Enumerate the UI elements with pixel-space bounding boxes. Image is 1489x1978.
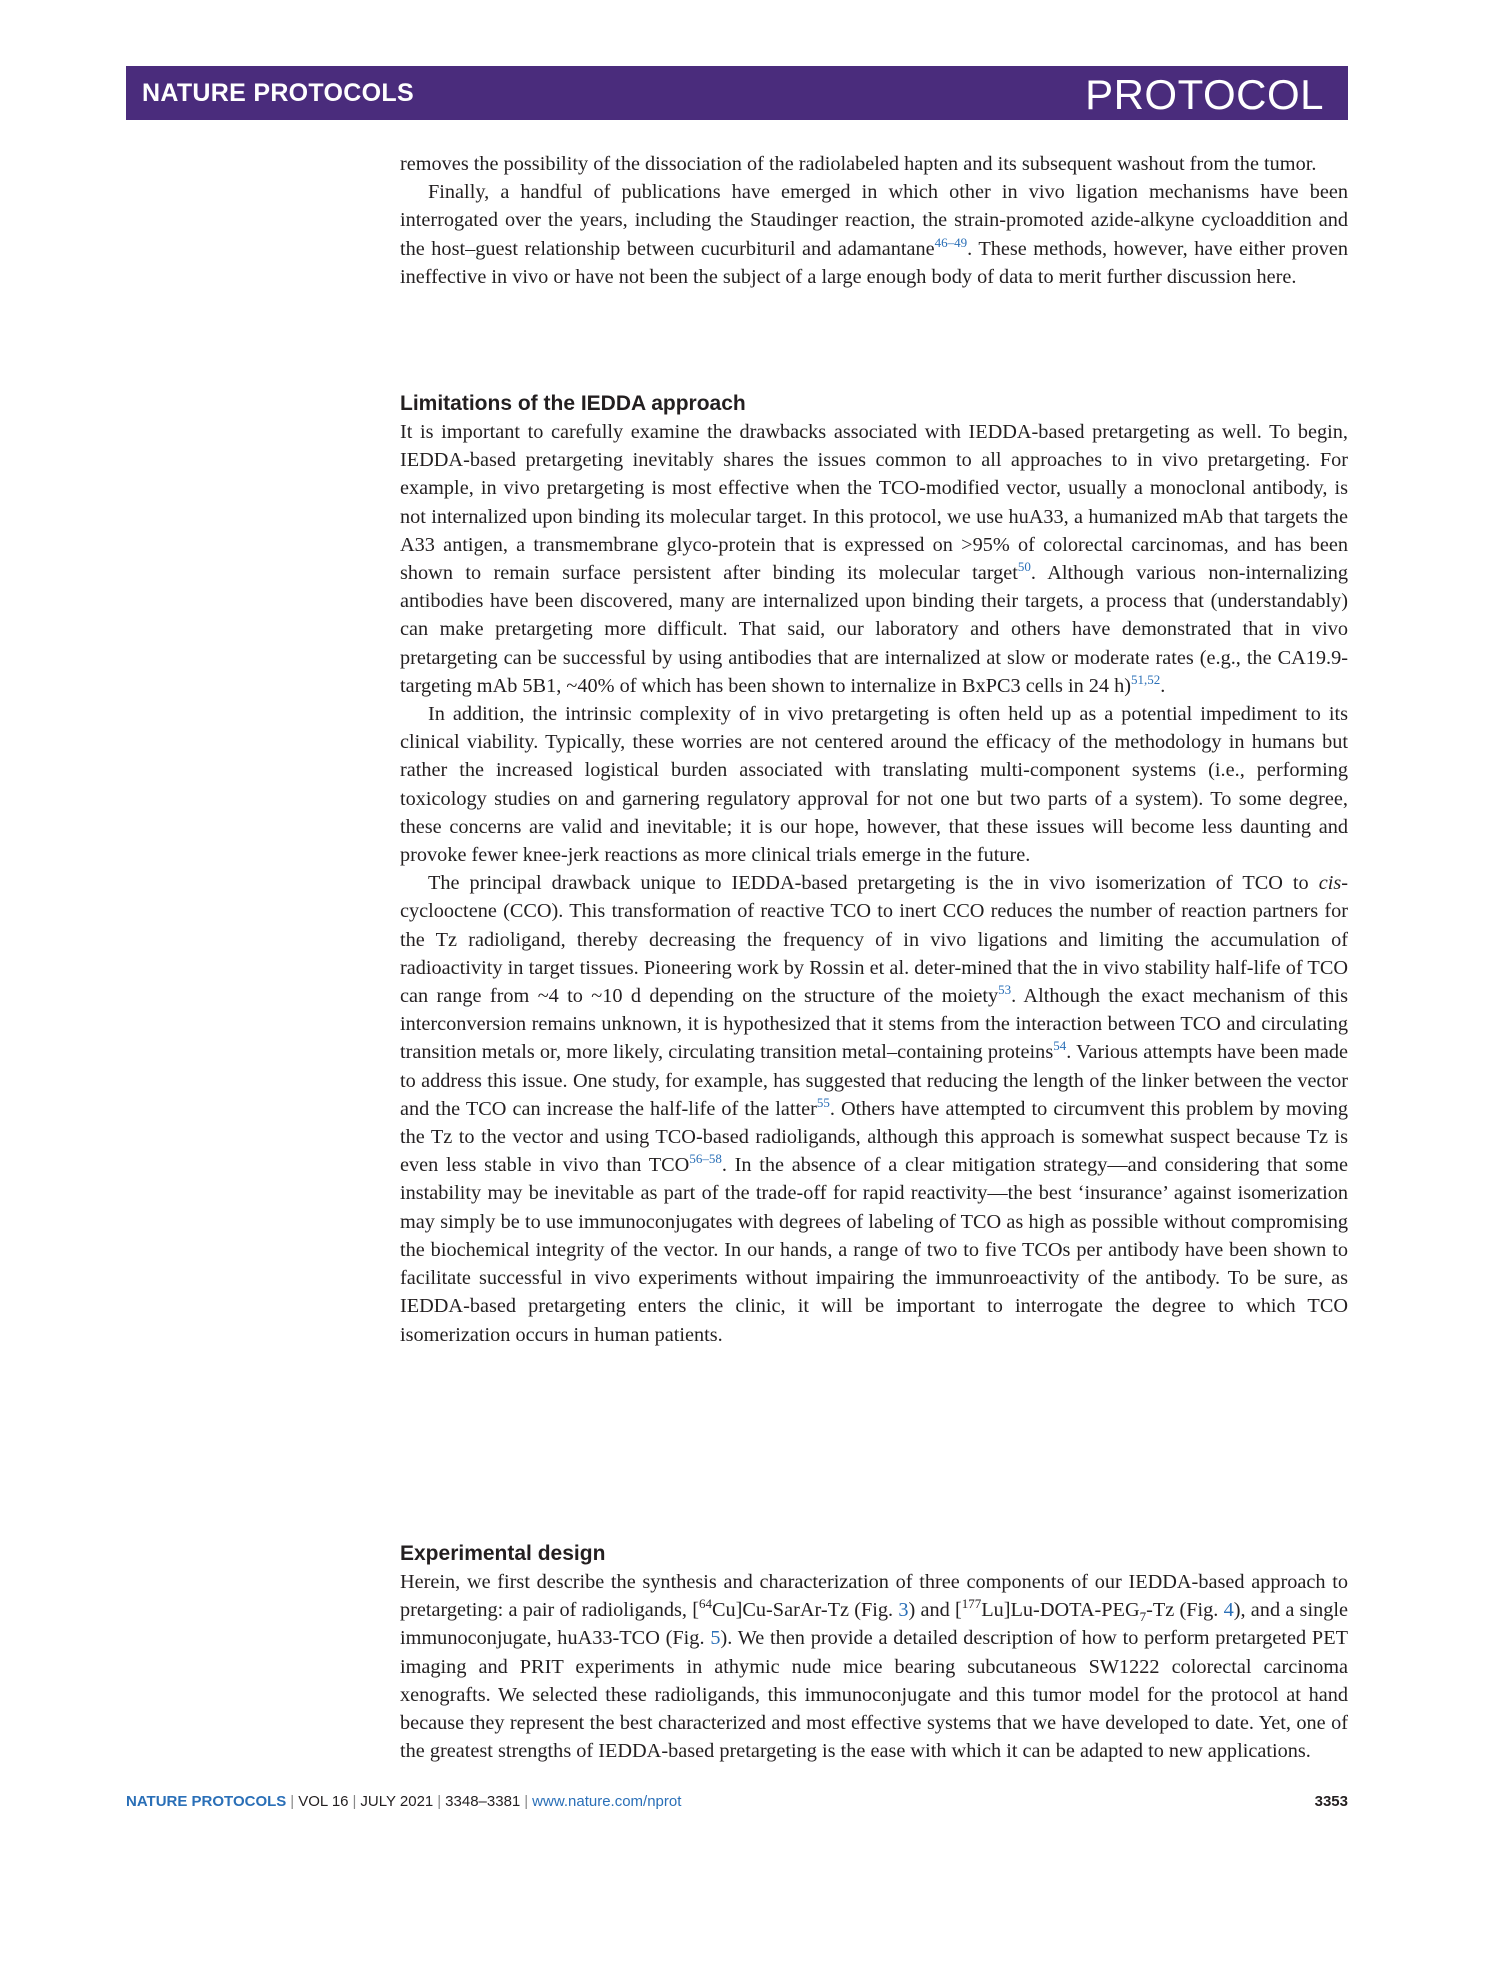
figure-link[interactable]: 3 <box>898 1599 909 1622</box>
paragraph: In addition, the intrinsic complexity of in vivo pretargeting is often held up as a potential impediment to its clinical viability. Typically, these worries are not centered around the efficacy of the methodology in humans but rather the increased logistical burden associated with translating multi-component systems (i.e., performing toxicology studies on and garnering regulatory approval for not one but two parts of a system). To some degree, these concerns are valid and inevitable; it is our hope, however, that these issues will become less daunting and provoke fewer knee-jerk reactions as more clinical trials emerge in the future. <box>400 703 1348 867</box>
paragraph: Finally, a handful of publications have emerged in which other in vivo ligation mechanisms have been interrogated over the years, including the Staudinger reaction, the strain-promoted azide-alkyne cycloaddition and the host–guest relationship between cucurbituril and adamantane$^{46-49}$. These methods, however, have either proven ineffective in vivo or have not been the subject of a large enough body of data to merit further discussion here. <box>400 181 1348 288</box>
section-heading: Experimental design <box>400 1542 606 1565</box>
figure-link[interactable]: 5 <box>710 1627 721 1650</box>
citation-link[interactable]: 55 <box>816 1095 830 1111</box>
footer-journal: NATURE PROTOCOLS <box>126 1793 287 1810</box>
footer-url-link[interactable]: www.nature.com/nprot <box>532 1793 682 1810</box>
design-section <box>400 1540 1348 1765</box>
paragraph: removes the possibility of the dissociation of the radiolabeled hapten and its subsequent washout from the tumor. <box>400 153 1317 175</box>
citation-link[interactable]: 50 <box>1017 559 1031 575</box>
citation-link[interactable]: 46–49 <box>934 234 968 250</box>
citation-link[interactable]: 51,52 <box>1131 672 1161 688</box>
figure-link[interactable]: 4 <box>1223 1599 1234 1622</box>
paragraph: The principal drawback unique to IEDDA-based pretargeting is the in vivo isomerization of TCO to cis-cyclooctene (CCO). This transformation of reactive TCO to inert CCO reduces the number of reaction partners for the Tz radioligand, thereby decreasing the frequency of in vivo ligations and limiting the accumulation of radioactivity in target tissues. Pioneering work by Rossin et al. deter-mined that the in vivo stability half-life of TCO can range from ~4 to ~10 d depending on the structure of the moiety$^{53}$. Although the exact mechanism of this interconversion remains unknown, it is hypothesized that it stems from the interaction between TCO and circulating transition metals or, more likely, circulating transition metal–containing proteins$^{54}$. Various attempts have been made to address this issue. One study, for example, has suggested that reducing the length of the linker between the vector and the TCO can increase the half-life of the latter$^{55}$. Others have attempted to circumvent this problem by moving the Tz to the vector and using TCO-based radioligands, although this approach is somewhat suspect because Tz is even less stable in vivo than TCO$^{56-58}$. In the absence of a clear mitigation strategy—and considering that some instability may be inevitable as part of the trade-off for rapid reactivity—the best ‘insurance’ against isomerization may simply be to use immunoconjugates with degrees of labeling of TCO as high as possible without compromising the biochemical integrity of the vector. In our hands, a range of two to five TCOs per antibody have been shown to facilitate successful in vivo experiments without impairing the immunroeactivity of the antibody. To be sure, as IEDDA-based pretargeting enters the clinic, it will be important to interrogate the degree to which TCO isomerization occurs in human patients. <box>400 872 1348 1346</box>
paragraph: Herein, we first describe the synthesis and characterization of three components of our IEDDA-based approach to pretargeting: a pair of radioligands, [$^{64}$Cu]Cu-SarAr-Tz (Fig. 3) and $[^{177}Lu]Lu-DOTA-PEG_7-Tz$ (Fig. 4), and a single immunoconjugate, huA33-TCO (Fig. 5). We then provide a detailed description of how to perform pretargeted PET imaging and PRIT experiments in athymic nude mice bearing subcutaneous SW1222 colorectal carcinoma xenografts. We selected these radioligands, this immunoconjugate and this tumor model for the protocol at hand because they represent the best characterized and most effective systems that we have developed to date. Yet, one of the greatest strengths of IEDDA-based pretargeting is the ease with which it can be adapted to new applications. <box>400 1571 1349 1763</box>
journal-name: NATURE PROTOCOLS <box>142 79 414 107</box>
limitations-section <box>400 390 1348 1349</box>
footer-pages: 3348–3381 <box>445 1793 521 1810</box>
journal-banner <box>126 66 1348 120</box>
paragraph: It is important to carefully examine the drawbacks associated with IEDDA-based pretargeting as well. To begin, IEDDA-based pretargeting inevitably shares the issues common to all approaches to in vivo pretargeting. For example, in vivo pretargeting is most effective when the TCO-modified vector, usually a monoclonal antibody, is not internalized upon binding its molecular target. In this protocol, we use huA33, a humanized mAb that targets the A33 antigen, a transmembrane glyco-protein that is expressed on >95% of colorectal carcinomas, and has been shown to remain surface persistent after binding its molecular target$^{50}$. Although various non-internalizing antibodies have been discovered, many are internalized upon binding their targets, a process that (understandably) can make pretargeting more difficult. That said, our laboratory and others have demonstrated that in vivo pretargeting can be successful by using antibodies that are internalized at slow or moderate rates (e.g., the CA19.9-targeting mAb 5B1, ~40% of which has been shown to internalize in BxPC3 cells in 24 h)$^{51,52}$. <box>400 421 1348 697</box>
footer-issue: JULY 2021 <box>360 1793 434 1810</box>
citation-link[interactable]: 56–58 <box>689 1151 722 1167</box>
intro-section <box>400 150 1348 291</box>
page-number: 3353 <box>1314 1793 1348 1810</box>
citation-link[interactable]: 53 <box>998 982 1012 998</box>
citation-link[interactable]: 54 <box>1053 1038 1067 1054</box>
footer-volume: VOL 16 <box>298 1793 349 1810</box>
page-footer: NATURE PROTOCOLS | VOL 16 | JULY 2021 | 3348–3381 | www.nature.com/nprot 3353 <box>126 1793 1348 1810</box>
section-heading: Limitations of the IEDDA approach <box>400 392 746 415</box>
article-type: PROTOCOL <box>1085 71 1324 118</box>
